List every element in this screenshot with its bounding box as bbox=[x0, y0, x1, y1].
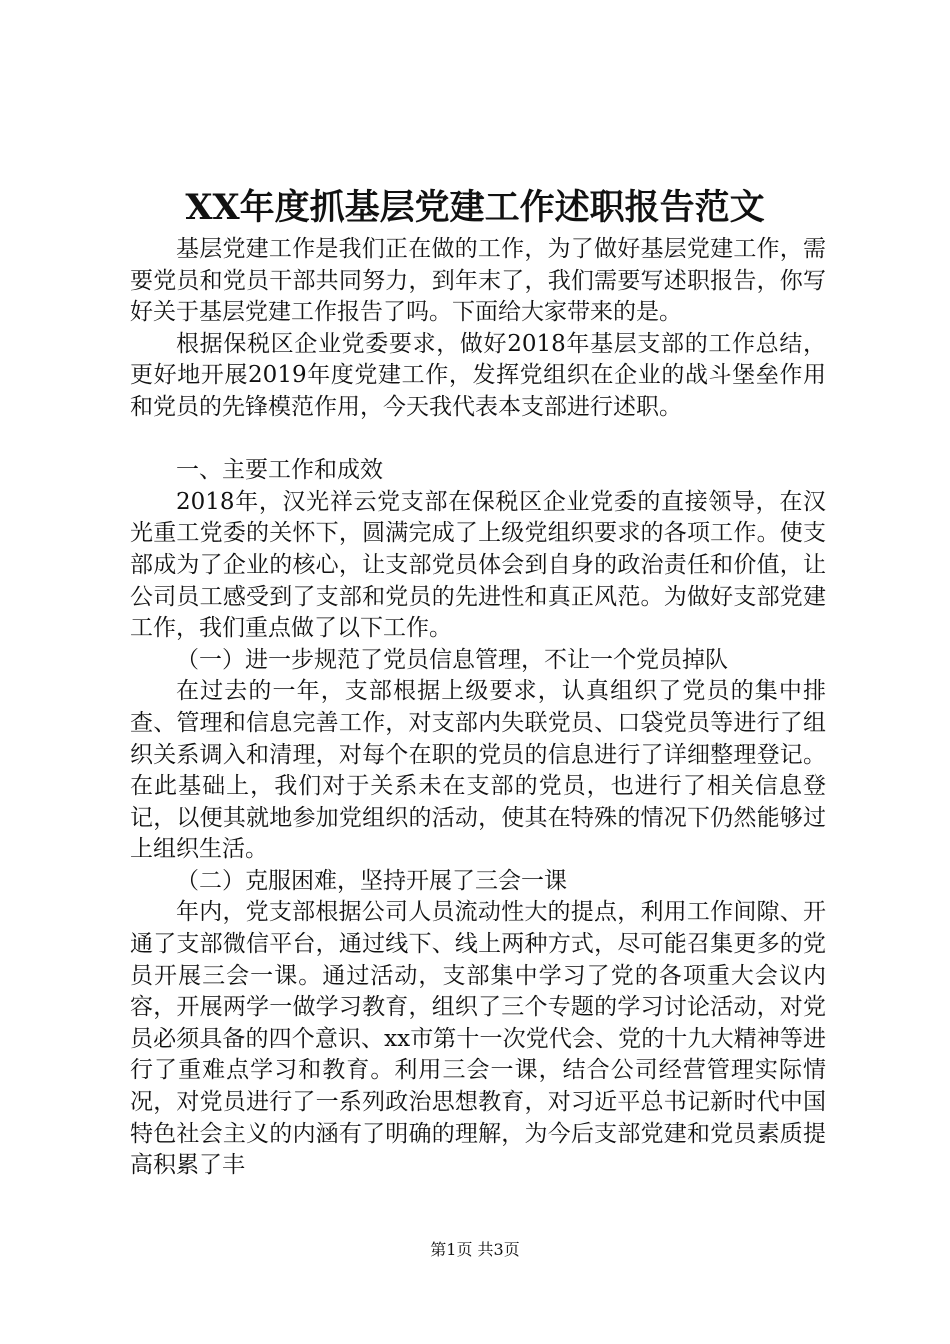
page-number-footer: 第1页 共3页 bbox=[430, 1240, 520, 1259]
document-body bbox=[130, 234, 826, 1182]
document-title: XX年度抓基层党建工作述职报告范文 bbox=[185, 187, 765, 228]
section-main-work-paragraph: 2018年，汉光祥云党支部在保税区企业党委的直接领导，在汉光重工党委的关怀下，圆满完成了上级党组织要求的各项工作。使支部成为了企业的核心，让支部党员体会到自身的政治责任和价值，让公司员工感受到了支部和党员的先进性和真正风范。为做好支部党建工作，我们重点做了以下工作。 bbox=[130, 488, 826, 642]
section-heading-main-work: 一、主要工作和成效 bbox=[176, 457, 383, 484]
subsection-three-meetings-paragraph: 年内，党支部根据公司人员流动性大的提点，利用工作间隙、开通了支部微信平台，通过线下、线上两种方式，尽可能召集更多的党员开展三会一课。通过活动，支部集中学习了党的各项重大会议内容，开展两学一做学习教育，组织了三个专题的学习讨论活动，对党员必须具备的四个意识、xx市第十一次党代会、党的十九大精神等进行了重难点学习和教育。利用三会一课，结合公司经营管理实际情况，对党员进行了一系列政治思想教育，对习近平总书记新时代中国特色社会主义的内涵有了明确的理解，为今后支部党建和党员素质提高积累了丰 bbox=[130, 899, 826, 1179]
subsection-heading-member-info: （一）进一步规范了党员信息管理，不让一个党员掉队 bbox=[176, 646, 728, 673]
subsection-heading-three-meetings: （二）克服困难，坚持开展了三会一课 bbox=[176, 867, 567, 894]
subsection-member-info-paragraph: 在过去的一年，支部根据上级要求，认真组织了党员的集中排查、管理和信息完善工作，对支部内失联党员、口袋党员等进行了组织关系调入和清理，对每个在职的党员的信息进行了详细整理登记。在此基础上，我们对于关系未在支部的党员，也进行了相关信息登记，以便其就地参加党组织的活动，使其在特殊的情况下仍然能够过上组织生活。 bbox=[130, 678, 826, 863]
blank-line bbox=[130, 424, 826, 456]
intro-paragraph: 基层党建工作是我们正在做的工作，为了做好基层党建工作，需要党员和党员干部共同努力，到年末了，我们需要写述职报告，你写好关于基层党建工作报告了吗。下面给大家带来的是。 bbox=[130, 236, 826, 326]
purpose-paragraph: 根据保税区企业党委要求，做好2018年基层支部的工作总结，更好地开展2019年度党建工作，发挥党组织在企业的战斗堡垒作用和党员的先锋模范作用，今天我代表本支部进行述职。 bbox=[130, 330, 826, 420]
